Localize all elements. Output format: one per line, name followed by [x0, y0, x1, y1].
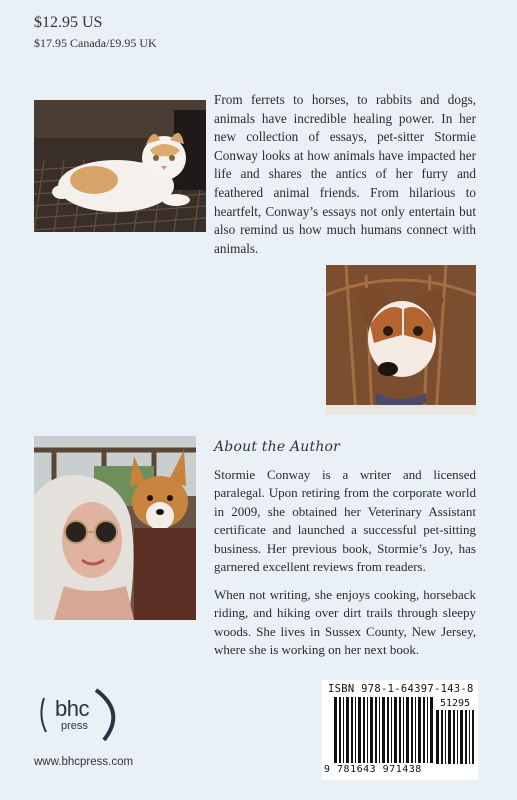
publisher-website: www.bhcpress.com	[34, 756, 134, 768]
book-blurb: From ferrets to horses, to rabbits and dogs, animals have incredible healing power. In her new collection of essays, pet-sitter Stormie Conway looks at how animals have impacted her life and shares the antics of her furry and feathered animal friends. From hilarious to heartfelt, Conway’s essays not only entertain but also remind us how much humans connect with animals.	[214, 92, 476, 256]
about-author-heading: About the Author	[214, 439, 341, 455]
barcode	[322, 680, 478, 780]
author-bio-paragraph: Stormie Conway is a writer and licensed paralegal. Upon retiring from the corporate world in 2009, she obtained her Veterinary Assistant certificate and launched a successful pet-sitting business. Her previous book, Stormie’s Joy, has garnered excellent reviews from readers.	[214, 467, 476, 575]
price-barcode-digits: 51295	[440, 698, 471, 709]
price-barcode-icon	[436, 710, 474, 764]
publisher-logo-text: bhc	[55, 696, 89, 721]
author-bio-paragraph: When not writing, she enjoys cooking, horseback riding, and hiking over dirt trails through sleepy woods. She lives in Sussex County, New Jersey, where she is working on her next book.	[214, 587, 476, 658]
publisher-logo	[34, 688, 124, 743]
isbn-text: ISBN 978-1-64397-143-8	[328, 683, 474, 695]
dog-photo	[326, 265, 476, 415]
price-us: $12.95 US	[34, 14, 103, 31]
cat-photo	[34, 100, 206, 232]
price-international: $17.95 Canada/£9.95 UK	[34, 36, 157, 50]
ean-digits: 9 781643 971438	[324, 764, 422, 775]
publisher-logo-subtext: press	[61, 720, 88, 732]
author-photo	[34, 436, 196, 620]
ean-barcode-icon	[334, 697, 434, 763]
